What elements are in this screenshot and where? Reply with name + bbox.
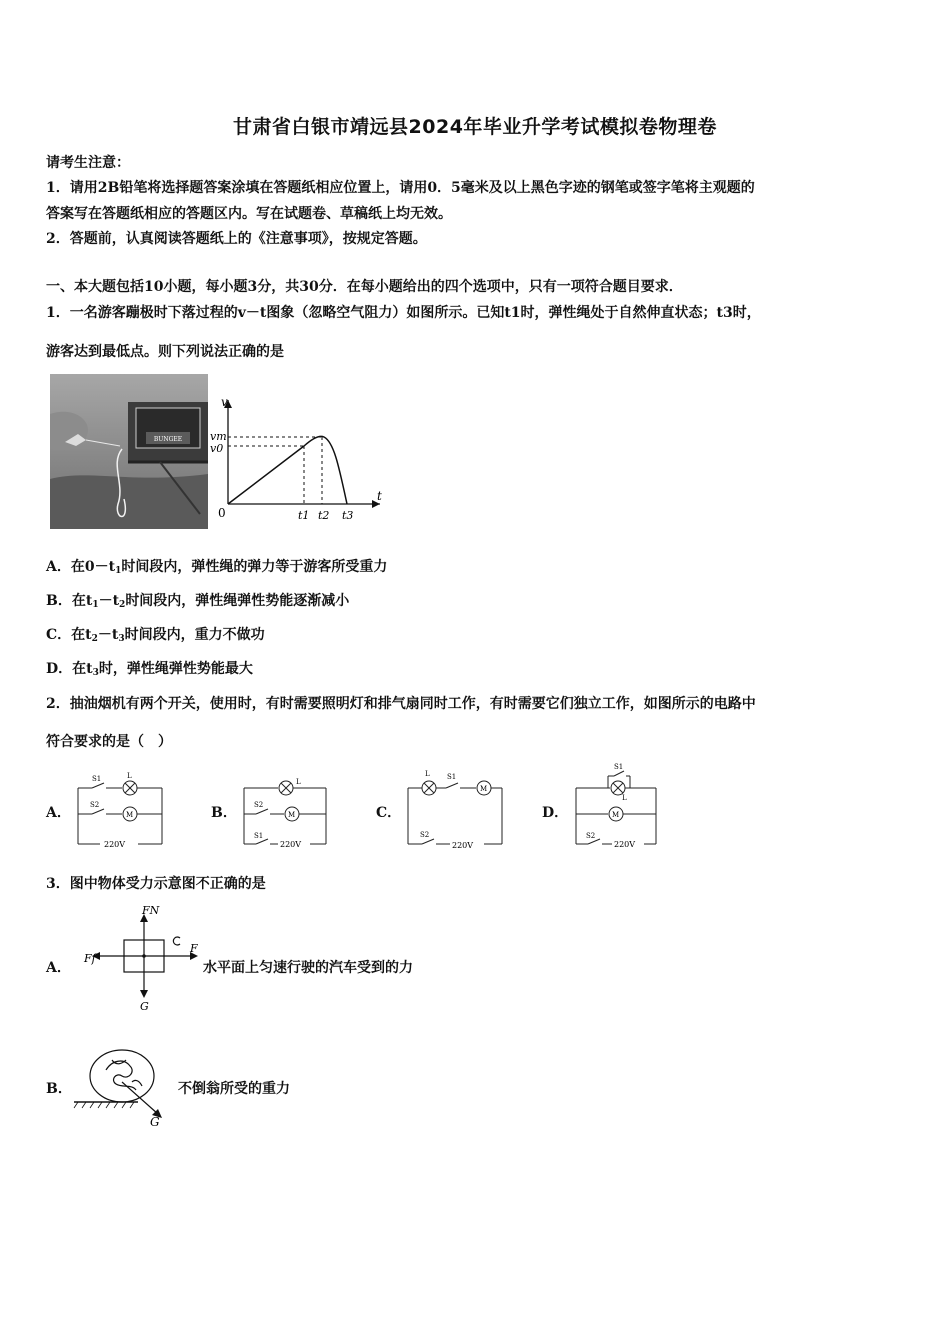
notice-item-1-line-1: 1．请用2B铅笔将选择题答案涂填在答题纸相应位置上，请用0．5毫米及以上黑色字迹的钢笔或签字笔将主观题的 <box>46 180 755 196</box>
circuit-d-lamp: L <box>622 794 627 802</box>
q1-option-d-text-post: 时，弹性绳弹性势能最大 <box>98 661 253 677</box>
q3-option-a-label[interactable]: A． <box>46 960 71 976</box>
vm-label: vm <box>210 430 227 443</box>
page-title: 甘肃省白银市靖远县2024年毕业升学考试模拟卷物理卷 <box>233 116 717 138</box>
q2-option-d-label[interactable]: D． <box>542 805 569 821</box>
q1-option-a[interactable] <box>46 556 387 576</box>
q1-option-d-sub-1: 3 <box>92 668 99 678</box>
circuit-b <box>238 770 334 852</box>
q1-option-c-label: C． <box>46 627 72 643</box>
circuit-d-motor: M <box>612 811 620 819</box>
circuit-c-motor: M <box>480 785 488 793</box>
q1-option-b-label: B． <box>46 593 72 609</box>
circuit-d-s1: S1 <box>614 763 624 771</box>
q1-option-b-text-mid: －t <box>98 593 120 609</box>
circuit-b-s2: S2 <box>254 801 264 809</box>
q1-option-c-text-mid: －t <box>97 627 119 643</box>
circuit-a <box>72 770 168 852</box>
velocity-curve <box>228 436 347 504</box>
q1-option-a-label: A． <box>46 559 71 575</box>
q1-option-a-text-pre: 在0－t <box>70 559 116 575</box>
q1-option-c[interactable] <box>46 624 265 644</box>
q1-option-a-text-post: 时间段内，弹性绳的弹力等于游客所受重力 <box>121 559 388 575</box>
circuit-a-lamp: L <box>127 772 132 780</box>
bungee-photo <box>50 374 208 529</box>
q1-option-c-sub-1: 2 <box>91 634 98 644</box>
vt-graph <box>208 392 388 527</box>
q1-option-c-text-pre: 在t <box>71 627 92 643</box>
circuit-b-s1: S1 <box>254 832 264 840</box>
q3-option-b-text: 不倒翁所受的重力 <box>178 1081 290 1097</box>
circuit-b-lamp: L <box>296 778 301 786</box>
fn-label: FN <box>142 904 160 917</box>
g-label: G <box>140 1000 149 1013</box>
tumbler-g-label: G <box>150 1115 160 1129</box>
circuit-a-s2: S2 <box>90 801 100 809</box>
circuit-c-supply: 220V <box>452 841 474 850</box>
t3-label: t3 <box>342 509 354 522</box>
t2-label: t2 <box>318 509 330 522</box>
f-label: F <box>190 942 198 955</box>
circuit-d-s2: S2 <box>586 832 596 840</box>
q1-text-line-1: 1．一名游客蹦极时下落过程的v－t图象（忽略空气阻力）如图所示。已知t1时，弹性绳处于自然伸直状态；t3时， <box>46 305 761 321</box>
q1-option-d-text-pre: 在t <box>72 661 93 677</box>
q3-text-line-1: 3．图中物体受力示意图不正确的是 <box>46 876 266 892</box>
q1-option-d-label: D． <box>46 661 73 677</box>
circuit-c-lamp: L <box>425 770 430 778</box>
q1-option-a-sub-1: 1 <box>115 566 122 576</box>
q1-option-b-sub-2: 2 <box>119 600 126 610</box>
q2-option-c-label[interactable]: C． <box>376 805 402 821</box>
q1-option-b-text-post: 时间段内，弹性绳弹性势能逐渐减小 <box>125 593 350 609</box>
t-axis-label: t <box>377 489 382 503</box>
q1-option-c-sub-2: 3 <box>118 634 125 644</box>
q3-option-b-label[interactable]: B． <box>46 1081 72 1097</box>
tumbler-diagram <box>72 1042 180 1130</box>
center-dot <box>142 954 146 958</box>
q1-option-b[interactable] <box>46 590 349 610</box>
circuit-b-supply: 220V <box>280 840 302 849</box>
q1-option-b-text-pre: 在t <box>71 593 93 609</box>
q2-text-line-2: 符合要求的是（ ） <box>46 734 172 750</box>
circuit-a-s1: S1 <box>92 775 102 783</box>
q2-text-line-1: 2．抽油烟机有两个开关，使用时，有时需要照明灯和排气扇同时工作，有时需要它们独立工作，如图所示的电路中 <box>46 696 756 712</box>
t1-label: t1 <box>298 509 310 522</box>
notice-item-2: 2．答题前，认真阅读答题纸上的《注意事项》，按规定答题。 <box>46 231 427 247</box>
q1-option-d[interactable] <box>46 658 253 678</box>
notice-item-1-line-2: 答案写在答题纸相应的答题区内。写在试题卷、草稿纸上均无效。 <box>46 206 452 222</box>
g-arrow-icon <box>140 990 148 998</box>
circuit-a-motor: M <box>126 811 134 819</box>
q1-option-b-sub-1: 1 <box>92 600 99 610</box>
q1-text-line-2: 游客达到最低点。则下列说法正确的是 <box>46 344 284 360</box>
bungee-sign-text: BUNGEE <box>153 436 183 443</box>
section-heading: 一、本大题包括10小题，每小题3分，共30分．在每小题给出的四个选项中，只有一项符合题目要求． <box>46 279 683 295</box>
v-axis-label: v <box>221 395 228 409</box>
car-force-diagram <box>82 902 202 1014</box>
circuit-a-supply: 220V <box>104 840 126 849</box>
origin-label: 0 <box>218 506 226 520</box>
circuit-d-supply: 220V <box>614 840 636 849</box>
q1-option-c-text-post: 时间段内，重力不做功 <box>124 627 265 643</box>
circuit-b-motor: M <box>288 811 296 819</box>
circuit-d <box>570 762 662 852</box>
q2-option-b-label[interactable]: B． <box>211 805 237 821</box>
q3-option-a-text: 水平面上匀速行驶的汽车受到的力 <box>203 960 413 976</box>
circuit-c-s2: S2 <box>420 831 430 839</box>
q2-option-a-label[interactable]: A． <box>46 805 71 821</box>
ff-label: Ff <box>84 952 96 965</box>
notice-heading: 请考生注意： <box>46 155 130 171</box>
circuit-c <box>402 764 508 852</box>
circuit-c-s1: S1 <box>447 773 457 781</box>
v0-label: v0 <box>210 442 224 455</box>
